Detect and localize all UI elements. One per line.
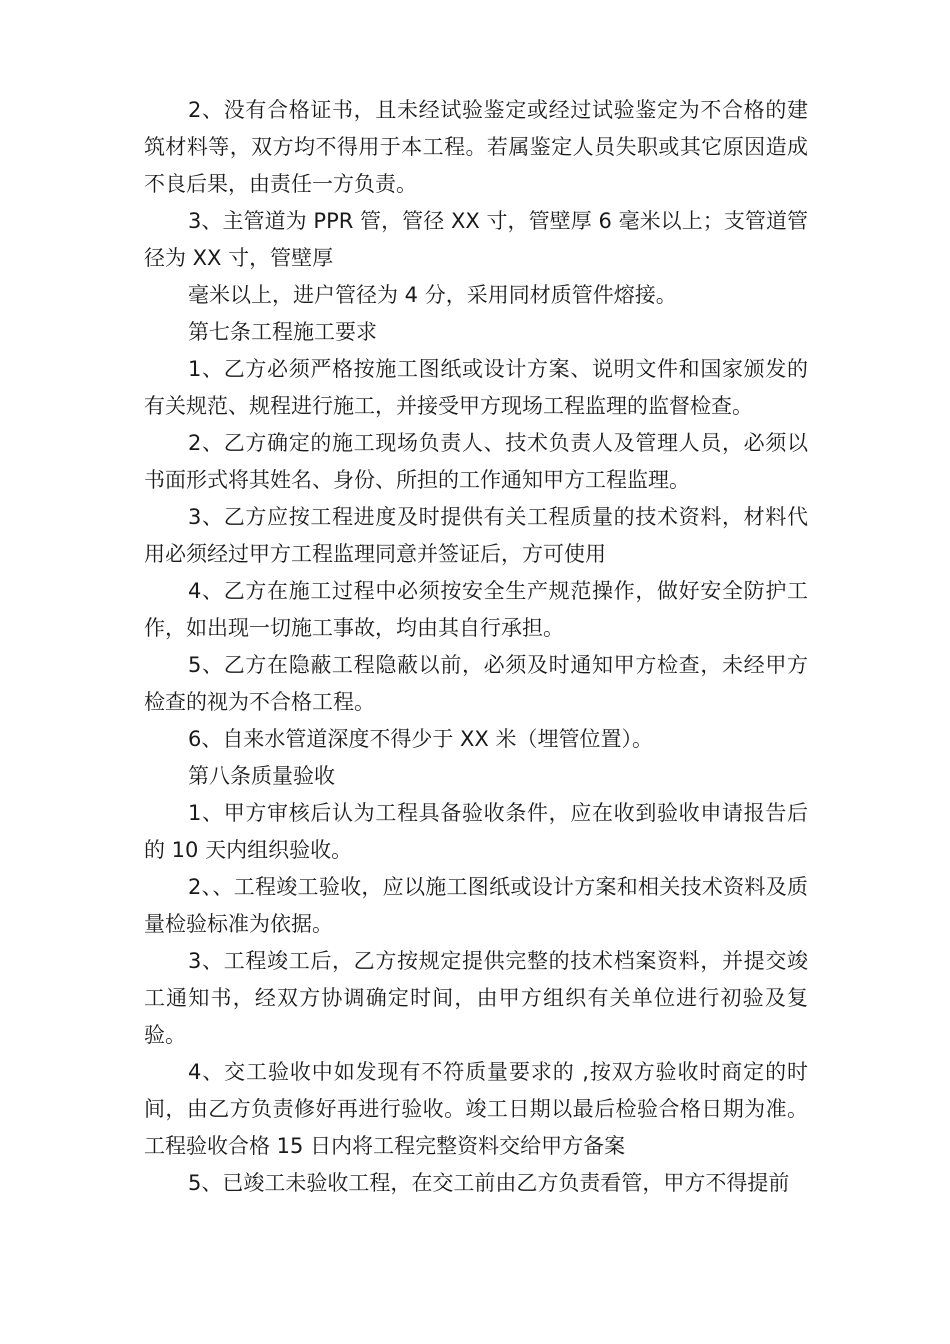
paragraph-main-pipe-spec: 3、主管道为 PPR 管，管径 XX 寸，管壁厚 6 毫米以上；支管道管径为 XX 寸，管壁厚	[144, 209, 808, 270]
paragraph-safety-operation: 4、乙方在施工过程中必须按安全生产规范操作，做好安全防护工作，如出现一切施工事故，均由其自行承担。	[144, 579, 808, 640]
paragraph-construction-standards: 1、乙方必须严格按施工图纸或设计方案、说明文件和国家颁发的有关规范、规程进行施工，并接受甲方现场工程监理的监督检查。	[144, 357, 808, 418]
paragraph-completion-documents: 3、工程竣工后，乙方按规定提供完整的技术档案资料，并提交竣工通知书，经双方协调确定时间，由甲方组织有关单位进行初验及复验。	[144, 949, 808, 1047]
paragraph-inlet-pipe-spec: 毫米以上，进户管径为 4 分，采用同材质管件熔接。	[188, 283, 677, 307]
paragraph-acceptance-basis: 2、、工程竣工验收，应以施工图纸或设计方案和相关技术资料及质量检验标准为依据。	[144, 875, 808, 936]
paragraph-technical-documents: 3、乙方应按工程进度及时提供有关工程质量的技术资料，材料代用必须经过甲方工程监理同意并签证后，方可使用	[144, 505, 808, 566]
paragraph-acceptance-timing: 1、甲方审核后认为工程具备验收条件，应在收到验收申请报告后的 10 天内组织验收。	[144, 801, 808, 862]
section-heading-construction-requirements: 第七条工程施工要求	[188, 320, 377, 344]
document-body	[144, 92, 808, 1202]
paragraph-pipe-depth: 6、自来水管道深度不得少于 XX 米（埋管位置）。	[188, 727, 653, 751]
paragraph-defect-repair: 4、交工验收中如发现有不符质量要求的 ,按双方验收时商定的时间，由乙方负责修好再进行验收。竣工日期以最后检验合格日期为准。工程验收合格 15 日内将工程完整资料交给甲方备案	[144, 1060, 808, 1158]
paragraph-custody-before-handover: 5、已竣工未验收工程，在交工前由乙方负责看管，甲方不得提前	[188, 1171, 790, 1195]
paragraph-concealed-works: 5、乙方在隐蔽工程隐蔽以前，必须及时通知甲方检查，未经甲方检查的视为不合格工程。	[144, 653, 808, 714]
paragraph-site-personnel: 2、乙方确定的施工现场负责人、技术负责人及管理人员，必须以书面形式将其姓名、身份、所担的工作通知甲方工程监理。	[144, 431, 808, 492]
section-heading-quality-acceptance: 第八条质量验收	[188, 764, 335, 788]
paragraph-material-certificate: 2、没有合格证书，且未经试验鉴定或经过试验鉴定为不合格的建筑材料等，双方均不得用于本工程。若属鉴定人员失职或其它原因造成不良后果，由责任一方负责。	[144, 98, 808, 196]
